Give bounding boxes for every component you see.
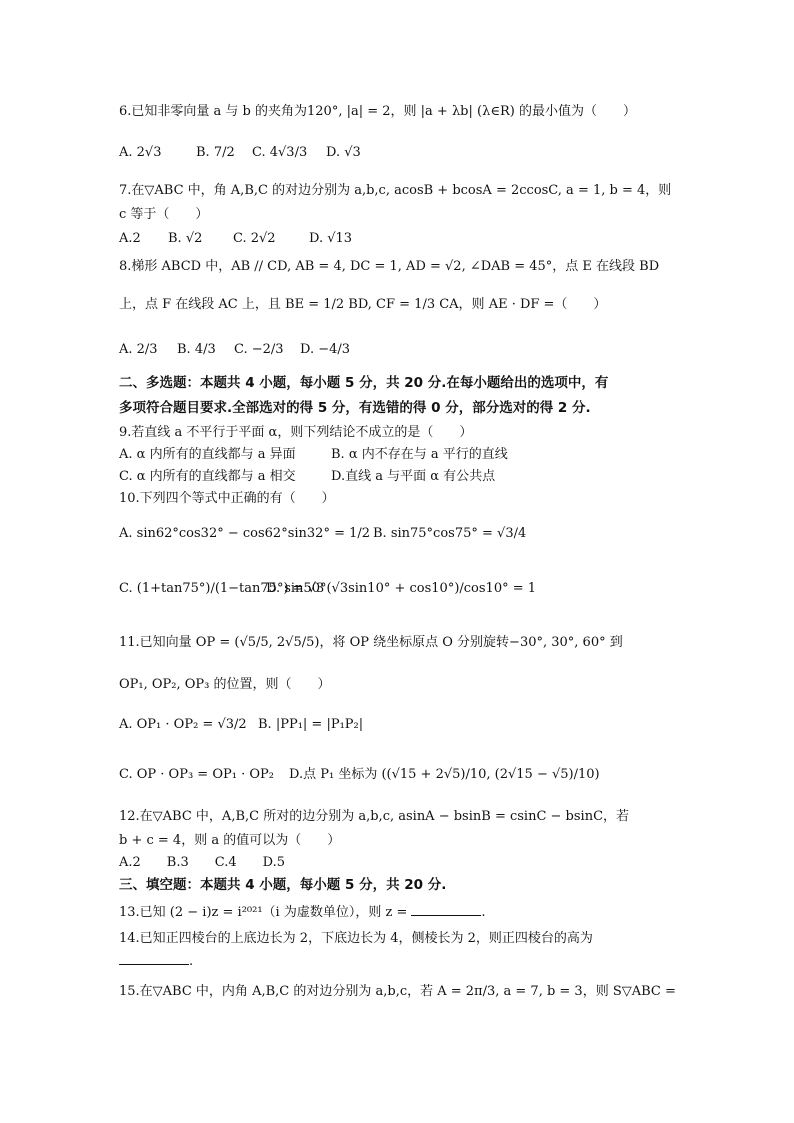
section-3-heading: 三、填空题：本题共 4 小题，每小题 5 分，共 20 分. xyxy=(119,877,447,893)
q10-option-a: A. sin62°cos32° − cos62°sin32° = 1/2 xyxy=(119,526,371,541)
q7-stem-line2: c 等于（ ） xyxy=(119,207,209,222)
q12-stem-line2: b + c = 4，则 a 的值可以为（ ） xyxy=(119,833,341,848)
q14-answer-line xyxy=(119,953,193,968)
q13-text: 13.已知 (2 − i)z = i²⁰²¹（i 为虚数单位），则 z = xyxy=(119,905,408,920)
q9-option-a: A. α 内所有的直线都与 a 异面 xyxy=(119,447,296,462)
q8-stem-line1: 8.梯形 ABCD 中，AB // CD, AB = 4, DC = 1, AD = √2, ∠DAB = 45°，点 E 在线段 BD xyxy=(119,259,660,274)
q6-option-b: B. 7/2 xyxy=(196,145,235,160)
q9-option-d: D.直线 a 与平面 α 有公共点 xyxy=(331,469,496,484)
q8-stem-line2: 上，点 F 在线段 AC 上，且 BE = 1/2 BD, CF = 1/3 CA，则 AE · DF =（ ） xyxy=(119,297,607,312)
q15-stem: 15.在▽ABC 中，内角 A,B,C 的对边分别为 a,b,c，若 A = 2π/3, a = 7, b = 3，则 S▽ABC = xyxy=(119,984,676,999)
q13-period: . xyxy=(481,905,486,920)
q13-line xyxy=(119,904,485,919)
q10-option-c: C. (1+tan75°)/(1−tan75°) = √3 xyxy=(119,581,325,596)
q7-option-d: D. √13 xyxy=(309,231,353,246)
q6-option-c: C. 4√3/3 xyxy=(252,145,308,160)
q11-stem-line1: 11.已知向量 OP = (√5/5, 2√5/5)，将 OP 绕坐标原点 O 分别旋转−30°, 30°, 60° 到 xyxy=(119,635,623,650)
q12-stem-line1: 12.在▽ABC 中，A,B,C 所对的边分别为 a,b,c, asinA − bsinB = csinC − bsinC，若 xyxy=(119,809,630,824)
q10-option-b: B. sin75°cos75° = √3/4 xyxy=(373,526,527,541)
q11-option-b: B. |PP₁| = |P₁P₂| xyxy=(258,717,364,732)
q13-answer-blank xyxy=(411,904,481,916)
q14-period: . xyxy=(189,954,194,969)
q8-option-b: B. 4/3 xyxy=(177,342,216,357)
q7-option-b: B. √2 xyxy=(168,231,203,246)
q11-stem-line2: OP₁, OP₂, OP₃ 的位置，则（ ） xyxy=(119,677,331,692)
q8-option-a: A. 2/3 xyxy=(119,342,158,357)
q11-option-d: D.点 P₁ 坐标为 ((√15 + 2√5)/10, (2√15 − √5)/10) xyxy=(289,767,600,782)
q9-stem: 9.若直线 a 不平行于平面 α，则下列结论不成立的是（ ） xyxy=(119,425,473,440)
q12-options: A.2 B.3 C.4 D.5 xyxy=(119,855,285,870)
q9-option-c: C. α 内所有的直线都与 a 相交 xyxy=(119,469,296,484)
q6-stem: 6.已知非零向量 a 与 b 的夹角为120°, |a| = 2，则 |a + λb| (λ∈R) 的最小值为（ ） xyxy=(119,104,636,119)
q11-option-a: A. OP₁ · OP₂ = √3/2 xyxy=(119,717,247,732)
q9-option-b: B. α 内不存在与 a 平行的直线 xyxy=(331,447,508,462)
q8-option-c: C. −2/3 xyxy=(234,342,284,357)
q10-stem: 10.下列四个等式中正确的有（ ） xyxy=(119,491,335,506)
q11-option-c: C. OP · OP₃ = OP₁ · OP₂ xyxy=(119,767,274,782)
q14-stem: 14.已知正四棱台的上底边长为 2，下底边长为 4，侧棱长为 2，则正四棱台的高为 xyxy=(119,931,593,946)
q6-option-d: D. √3 xyxy=(326,145,361,160)
q10-option-d: D. sin50°(√3sin10° + cos10°)/cos10° = 1 xyxy=(266,581,537,596)
q7-option-a: A.2 xyxy=(119,231,141,246)
section-2-heading-line2: 多项符合题目要求.全部选对的得 5 分，有选错的得 0 分，部分选对的得 2 分. xyxy=(119,400,591,416)
q7-stem-line1: 7.在▽ABC 中，角 A,B,C 的对边分别为 a,b,c, acosB + bcosA = 2ccosC, a = 1, b = 4，则 xyxy=(119,183,672,198)
q14-answer-blank xyxy=(119,953,189,965)
q6-option-a: A. 2√3 xyxy=(119,145,162,160)
section-2-heading-line1: 二、多选题：本题共 4 小题，每小题 5 分，共 20 分.在每小题给出的选项中，有 xyxy=(119,375,609,391)
q8-option-d: D. −4/3 xyxy=(300,342,351,357)
q7-option-c: C. 2√2 xyxy=(233,231,276,246)
